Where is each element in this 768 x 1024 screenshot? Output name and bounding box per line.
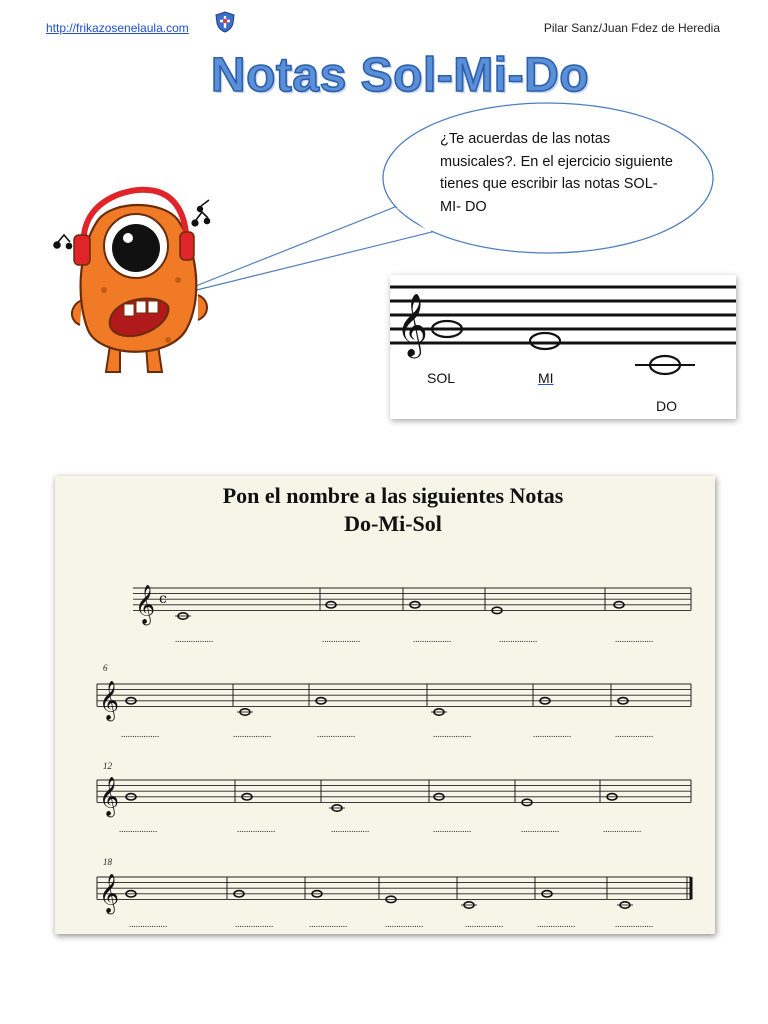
note-mi	[530, 333, 560, 349]
website-link[interactable]: http://frikazosenelaula.com	[46, 21, 189, 35]
answer-blank[interactable]: .................	[129, 919, 168, 929]
answer-blank[interactable]: .................	[615, 634, 654, 644]
page-title: Notas Sol-Mi-Do	[210, 49, 590, 102]
author-credit: Pilar Sanz/Juan Fdez de Heredia	[543, 21, 720, 35]
answer-blank[interactable]: .................	[119, 824, 158, 834]
treble-clef-icon: 𝄞	[396, 293, 428, 356]
time-signature: c	[159, 591, 167, 607]
label-mi: MI	[538, 370, 554, 386]
answer-blank[interactable]: .................	[235, 919, 274, 929]
answer-blank[interactable]: .................	[175, 634, 214, 644]
worksheet-sheet	[55, 476, 715, 934]
worksheet-title: Pon el nombre a las siguientes Notas	[222, 483, 564, 508]
treble-clef-icon: 𝄞	[99, 776, 120, 817]
worksheet-subtitle: Do-Mi-Sol	[344, 511, 442, 536]
answer-blank[interactable]: .................	[309, 919, 348, 929]
treble-clef-icon: 𝄞	[99, 680, 120, 721]
reference-staff-panel	[390, 275, 736, 419]
monster-with-headphones-illustration	[48, 180, 218, 380]
answer-blank[interactable]: .................	[615, 729, 654, 739]
answer-blank[interactable]: .................	[521, 824, 560, 834]
staff-system	[97, 680, 691, 721]
worksheet-score	[55, 476, 715, 934]
reference-staff	[390, 275, 736, 419]
answer-blank[interactable]: .................	[615, 919, 654, 929]
answer-blank[interactable]: .................	[233, 729, 272, 739]
measure-number: 18	[103, 857, 112, 867]
answer-blank[interactable]: .................	[317, 729, 356, 739]
answer-blank[interactable]: .................	[603, 824, 642, 834]
answer-blank[interactable]: .................	[433, 824, 472, 834]
answer-blank[interactable]: .................	[533, 729, 572, 739]
answer-blank[interactable]: .................	[121, 729, 160, 739]
speech-bubble-text: ¿Te acuerdas de las notas musicales?. En el ejercicio siguiente tienes que escribir las notas SOL- MI- DO	[440, 131, 673, 215]
answer-blank[interactable]: .................	[537, 919, 576, 929]
answer-blank[interactable]: .................	[331, 824, 370, 834]
label-do: DO	[656, 398, 677, 414]
measure-number: 12	[103, 761, 112, 771]
treble-clef-icon: 𝄞	[135, 584, 156, 625]
treble-clef-icon: 𝄞	[99, 873, 120, 914]
answer-blank[interactable]: .................	[413, 634, 452, 644]
answer-blank[interactable]: .................	[322, 634, 361, 644]
staff-system	[97, 873, 691, 914]
answer-blank[interactable]: .................	[499, 634, 538, 644]
staff-system	[133, 584, 691, 625]
label-sol: SOL	[427, 370, 456, 386]
measure-number: 6	[103, 663, 108, 673]
answer-blank[interactable]: .................	[433, 729, 472, 739]
answer-blank[interactable]: .................	[237, 824, 276, 834]
answer-blank[interactable]: .................	[465, 919, 504, 929]
answer-blank[interactable]: .................	[385, 919, 424, 929]
staff-system	[97, 776, 691, 817]
